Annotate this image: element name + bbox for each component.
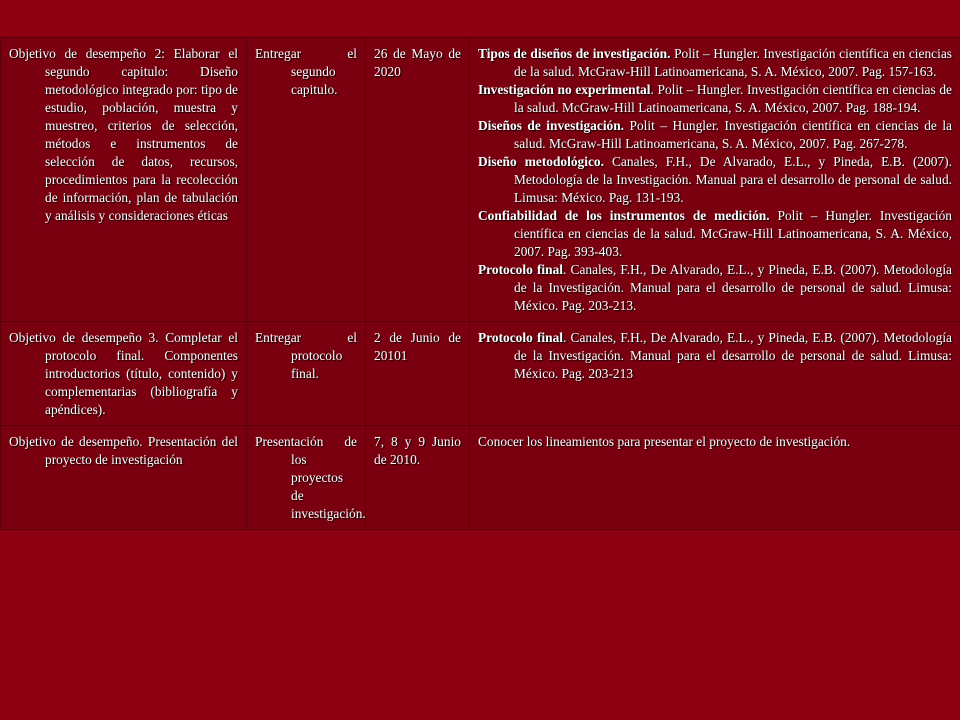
activity-cell <box>247 426 366 530</box>
reference-text: Polit – Hungler. Investigación científica en ciencias de la salud. McGraw-Hill Latinoamericana, S. A. México, 2007. Pag. 157-163. <box>514 46 952 79</box>
activity-text: Presentación de los proyectos de investigación. <box>255 434 366 521</box>
reference-item <box>478 81 952 117</box>
date-cell: 7, 8 y 9 Junio de 2010. <box>366 426 470 530</box>
objective-text: Objetivo de desempeño. Presentación del proyecto de investigación <box>9 434 238 467</box>
reference-text: Polit – Hungler. Investigación científica en ciencias de la salud. McGraw-Hill Latinoamericana, S. A. México, 2007. Pag. 393-403. <box>514 208 953 259</box>
reference-text: . Canales, F.H., De Alvarado, E.L., y Pineda, E.B. (2007). Metodología de la Investigación. Manual para el desarrollo de personal de salud. Limusa: México. Pag. 203-213. <box>514 262 952 313</box>
objective-text: Objetivo de desempeño 2: Elaborar el segundo capitulo: Diseño metodológico integrado por: tipo de estudio, población, muestra y muestreo, criterios de selección, métodos e instrumentos de selección de datos, recursos, procedimientos para la recolección de información, plan de tabulación y análisis y consideraciones éticas <box>9 46 238 223</box>
activity-text: Entregar el protocolo final. <box>255 330 357 381</box>
top-band <box>0 0 960 37</box>
reference-text: . Canales, F.H., De Alvarado, E.L., y Pineda, E.B. (2007). Metodología de la Investigación. Manual para el desarrollo de personal de salud. Limusa: México. Pag. 203-213 <box>514 330 952 381</box>
note-cell <box>470 426 960 530</box>
date-cell: 26 de Mayo de 2020 <box>366 38 470 322</box>
activity-cell <box>247 38 366 322</box>
note-text: Conocer los lineamientos para presentar el proyecto de investigación. <box>478 434 851 449</box>
reference-item <box>478 153 952 207</box>
reference-title: Diseño metodológico. <box>478 154 604 169</box>
activity-cell <box>247 322 366 426</box>
date-cell: 2 de Junio de 20101 <box>366 322 470 426</box>
objective-cell <box>1 322 247 426</box>
activity-text: Entregar el segundo capitulo. <box>255 46 357 97</box>
objective-text: Objetivo de desempeño 3. Completar el protocolo final. Componentes introductorios (título, contenido) y complementarias (bibliografía y apéndices). <box>9 330 238 417</box>
reference-item <box>478 45 952 81</box>
reference-title: Protocolo final <box>478 330 563 345</box>
reference-item <box>478 207 952 261</box>
table-row <box>1 38 960 322</box>
references-cell <box>470 322 960 426</box>
reference-title: Diseños de investigación. <box>478 118 625 133</box>
table-row <box>1 322 960 426</box>
reference-text: Canales, F.H., De Alvarado, E.L., y Pineda, E.B. (2007). Metodología de la Investigación. Manual para el desarrollo de personal de salud. Limusa: México. Pag. 131-193. <box>514 154 952 205</box>
reference-item <box>478 329 952 383</box>
reference-item <box>478 261 952 315</box>
objective-cell <box>1 38 247 322</box>
reference-text: . Polit – Hungler. Investigación científica en ciencias de la salud. McGraw-Hill Latinoamericana, S. A. México, 2007. Pag. 188-194. <box>514 82 952 115</box>
objective-cell <box>1 426 247 530</box>
reference-title: Tipos de diseños de investigación. <box>478 46 671 61</box>
reference-text: Polit – Hungler. Investigación científica en ciencias de la salud. McGraw-Hill Latinoamericana, S. A. México, 2007. Pag. 267-278. <box>514 118 952 151</box>
schedule-table <box>0 37 960 530</box>
references-cell <box>470 38 960 322</box>
reference-title: Confiabilidad de los instrumentos de medición. <box>478 208 770 223</box>
reference-title: Investigación no experimental <box>478 82 651 97</box>
table-row <box>1 426 960 530</box>
reference-title: Protocolo final <box>478 262 563 277</box>
reference-item <box>478 117 952 153</box>
